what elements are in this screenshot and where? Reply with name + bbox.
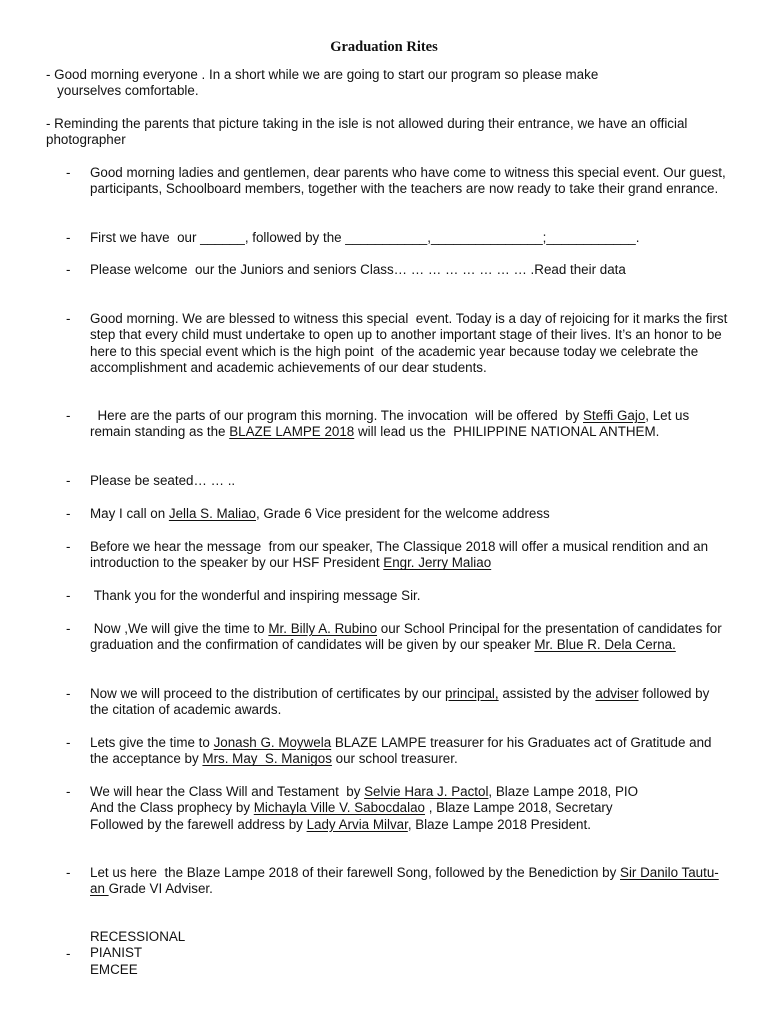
underlined-name: Michayla Ville V. Sabocdalao bbox=[253, 800, 425, 816]
bullet-dash: - bbox=[66, 784, 71, 799]
program-item-text bbox=[90, 230, 730, 246]
program-item-text bbox=[90, 784, 730, 833]
text-segment: Good morning. We are blessed to witness this special event. Today is a day of rejoicing for it marks the first step that every child must undertake to open up to another important stage of their lives. It’s an honor to be here to this special event which is the high point of the academic year because today we celebrate the accomplishment and academic achievements of our dear students. bbox=[90, 311, 732, 375]
underlined-name: Steffi Gajo bbox=[583, 408, 646, 423]
intro-paragraph-1: - Good morning everyone . In a short while we are going to start our program so please make yourselves comfortable. bbox=[46, 67, 599, 99]
program-item-text bbox=[90, 262, 730, 278]
text-segment: our school treasurer. bbox=[331, 751, 458, 767]
intro-paragraph-2: - Reminding the parents that picture taking in the isle is not allowed during their entrance, we have an official photographer bbox=[46, 116, 688, 148]
text-segment: , Blaze Lampe 2018 President. bbox=[407, 816, 591, 832]
bullet-dash: - bbox=[66, 473, 71, 488]
bullet-dash: - bbox=[66, 165, 71, 180]
text-segment: BLAZE LAMPE treasurer for his Graduates act of Gratitude and the acceptance by bbox=[90, 735, 716, 767]
text-segment: Please welcome our the Juniors and seniors Class… … … … … … … … .Read their data bbox=[90, 262, 626, 277]
text-segment: Thank you for the wonderful and inspiring message Sir. bbox=[90, 588, 421, 603]
underlined-name: Jella S. Maliao bbox=[168, 506, 256, 521]
program-item-text bbox=[90, 311, 730, 376]
closing-roles bbox=[90, 929, 185, 978]
text-segment: May I call on bbox=[90, 506, 169, 521]
text-segment: Good morning ladies and gentlemen, dear parents who have come to witness this special event. Our guest, participants, Schoolboard members, together with the teachers are now ready to take their grand enrance. bbox=[90, 165, 730, 197]
text-segment: Before we hear the message from our speaker, The Classique 2018 will offer a musical rendition and an introduction to the speaker by our HSF President bbox=[90, 539, 712, 571]
bullet-dash: - bbox=[66, 865, 71, 880]
text-segment: our School Principal for the presentation of candidates for graduation and the confirmation of candidates will be given by our speaker bbox=[90, 621, 726, 653]
underlined-name: principal, bbox=[445, 686, 499, 701]
program-item-text bbox=[90, 473, 730, 489]
underlined-name: Mrs. May S. Manigos bbox=[202, 751, 332, 767]
text-segment: , Grade 6 Vice president for the welcome address bbox=[255, 506, 550, 521]
underlined-name: Jonash G. Moywela bbox=[213, 735, 332, 750]
bullet-dash: - bbox=[66, 408, 71, 423]
text-segment: , Let us remain standing as the bbox=[90, 408, 693, 440]
program-item-text bbox=[90, 165, 730, 198]
underlined-name: Lady Arvia Milvar bbox=[306, 816, 408, 832]
text-segment: We will hear the Class Will and Testament by bbox=[90, 784, 365, 799]
program-item-text bbox=[90, 735, 730, 768]
bullet-dash: - bbox=[66, 588, 71, 603]
program-item-text bbox=[90, 408, 730, 441]
text-segment: Now ,We will give the time to bbox=[90, 621, 269, 636]
text-segment: Lets give the time to bbox=[90, 735, 214, 750]
program-item-text bbox=[90, 865, 730, 898]
underlined-name: Engr. Jerry Maliao bbox=[383, 555, 492, 571]
text-segment: assisted by the bbox=[498, 686, 596, 701]
text-segment: Grade VI Adviser. bbox=[108, 881, 213, 897]
bullet-dash: - bbox=[66, 506, 71, 521]
program-item-text bbox=[90, 506, 730, 522]
underlined-name: Mr. Billy A. Rubino bbox=[268, 621, 378, 636]
role-recessional: RECESSIONAL bbox=[90, 929, 186, 944]
underlined-name: adviser bbox=[595, 686, 639, 701]
text-segment: First we have our ______, followed by the ___________,_______________;____________. bbox=[90, 230, 640, 245]
bullet-dash: - bbox=[66, 735, 71, 750]
bullet-dash: - bbox=[66, 621, 71, 636]
underlined-name: BLAZE LAMPE 2018 bbox=[229, 424, 355, 440]
bullet-dash: - bbox=[66, 686, 71, 701]
program-item-text bbox=[90, 539, 730, 572]
text-segment: will lead us the PHILIPPINE NATIONAL ANTHEM. bbox=[354, 424, 660, 440]
role-emcee: EMCEE bbox=[90, 961, 138, 977]
underlined-name: Mr. Blue R. Dela Cerna. bbox=[534, 637, 676, 653]
program-item-text bbox=[90, 686, 730, 719]
bullet-dash: - bbox=[66, 539, 71, 554]
underlined-name: Selvie Hara J. Pactol bbox=[364, 784, 489, 799]
text-segment: Please be seated… … .. bbox=[90, 473, 236, 488]
bullet-dash: - bbox=[66, 230, 71, 245]
bullet-dash: - bbox=[66, 311, 71, 326]
text-segment: Now we will proceed to the distribution of certificates by our bbox=[90, 686, 446, 701]
text-segment: followed by the citation of academic awards. bbox=[90, 686, 713, 718]
text-segment: , Blaze Lampe 2018, PIO And the Class prophecy by bbox=[90, 784, 639, 816]
underlined-name: Sir Danilo Tautu-an bbox=[90, 865, 719, 897]
text-segment: Here are the parts of our program this morning. The invocation will be offered by bbox=[90, 408, 583, 423]
text-segment: Let us here the Blaze Lampe 2018 of their farewell Song, followed by the Benediction by bbox=[90, 865, 621, 880]
bullet-dash: - bbox=[66, 262, 71, 277]
document-title: Graduation Rites bbox=[330, 39, 438, 55]
text-segment: , Blaze Lampe 2018, Secretary Followed by the farewell address by bbox=[90, 800, 613, 832]
role-pianist: PIANIST bbox=[90, 945, 143, 961]
program-item-text bbox=[90, 588, 730, 604]
closing-bullet-dash: - bbox=[66, 946, 71, 961]
program-item-text bbox=[90, 621, 730, 654]
